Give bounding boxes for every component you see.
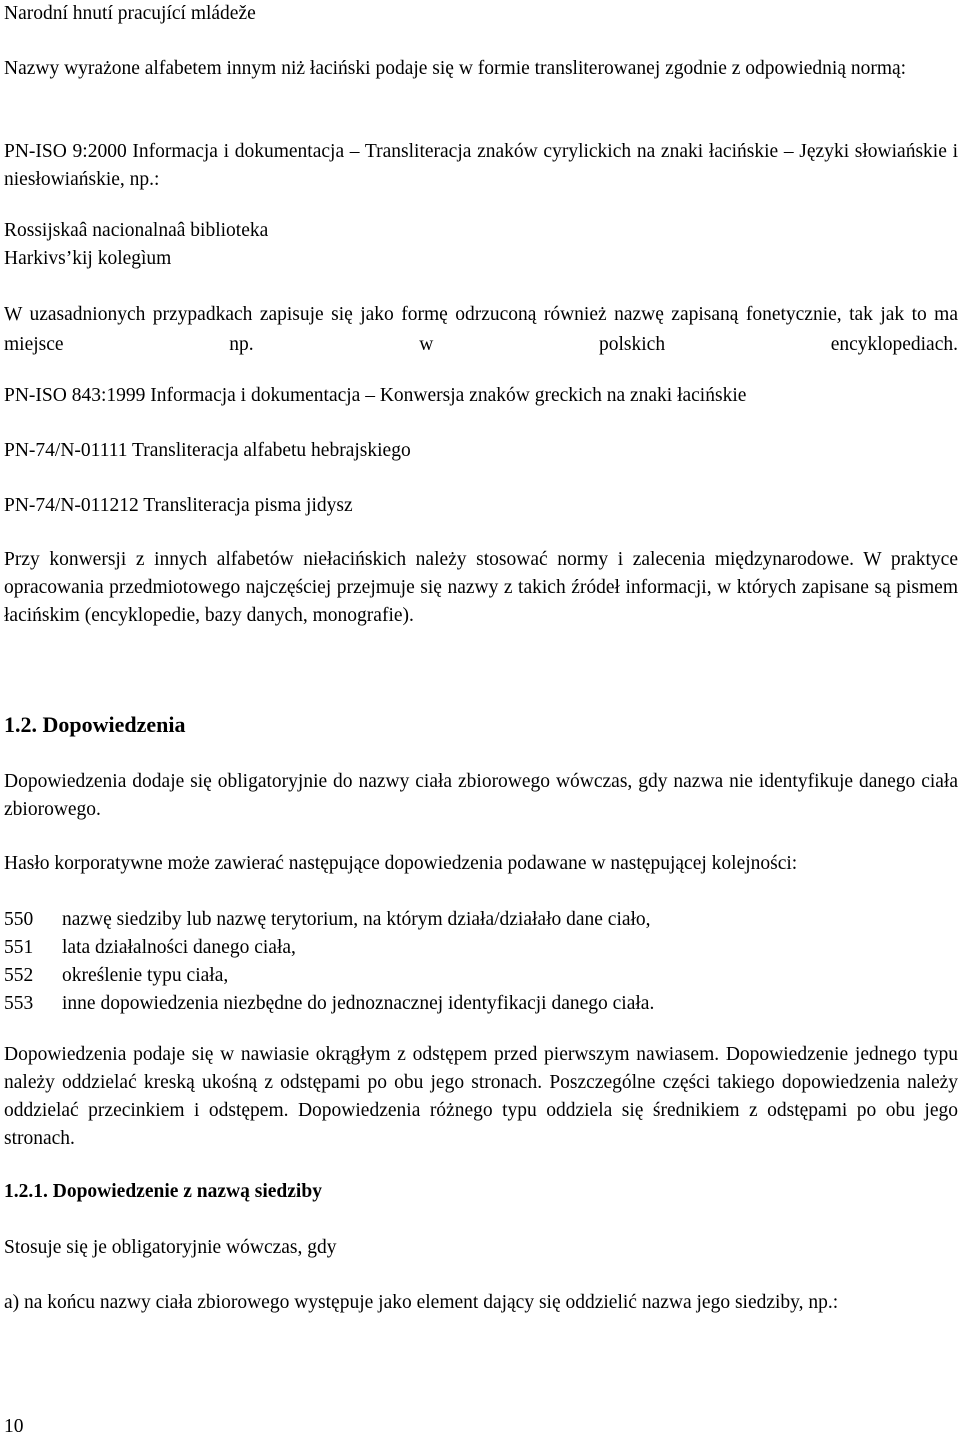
field-code: 551 [4, 937, 34, 958]
paragraph-pn-74-011212: PN-74/N-011212 Transliteracja pisma jidysz [4, 495, 353, 516]
paragraph-phonetic-form [4, 300, 958, 360]
paragraph-transliteration-intro: Nazwy wyrażone alfabetem innym niż łaciński podaje się w formie transliterowanej zgodnie z odpowiednią normą: [4, 58, 907, 79]
field-description: lata działalności danego ciała, [62, 937, 296, 958]
field-list-item [4, 906, 958, 934]
example-list [4, 217, 958, 273]
page-number: 10 [4, 1416, 24, 1437]
paragraph-conversion: Przy konwersji z innych alfabetów niełacińskich należy stosować normy i zalecenia międzynarodowe. W praktyce opracowania przedmiotowego najczęściej przejmuje się nazwy z takich źródeł informacji, w których zapisane są pismem łacińskim (encyklopedie, bazy danych, monografie). [4, 549, 958, 626]
field-list-item [4, 934, 958, 962]
paragraph-haslo-korporatywne: Hasło korporatywne może zawierać następujące dopowiedzenia podawane w następującej kolejności: [4, 853, 798, 874]
field-list [4, 906, 958, 1018]
field-list-item [4, 990, 958, 1018]
paragraph-obligatoryjnie: Stosuje się je obligatoryjnie wówczas, gdy [4, 1237, 337, 1258]
field-description: nazwę siedziby lub nazwę terytorium, na którym działa/działało dane ciało, [62, 909, 651, 930]
page-header: Narodní hnutí pracující mládeže [4, 3, 256, 24]
paragraph-nawias: Dopowiedzenia podaje się w nawiasie okrągłym z odstępem przed pierwszym nawiasem. Dopowiedzenie jednego typu należy oddzielać kreską ukośną z odstępami po obu jego stronach. Poszczególne części takiego dopowiedzenia należy oddzielać przecinkiem i odstępem. Dopowiedzenia różnego typu oddziela się średnikiem z odstępami po obu jego stronach. [4, 1044, 958, 1149]
paragraph-siedziba: a) na końcu nazwy ciała zbiorowego występuje jako element dający się oddzielić nazwa jego siedziby, np.: [4, 1292, 839, 1313]
paragraph-phonetic-form-text: W uzasadnionych przypadkach zapisuje się jako formę odrzuconą również nazwę zapisaną fonetycznie, tak jak to ma miejsce np. w polskich encyklopediach. [4, 304, 958, 355]
field-description: określenie typu ciała, [62, 965, 229, 986]
field-code: 552 [4, 965, 34, 986]
field-list-item [4, 962, 958, 990]
paragraph-pn-iso-843: PN-ISO 843:1999 Informacja i dokumentacja – Konwersja znaków greckich na znaki łacińskie [4, 385, 747, 406]
example-item: Harkivs’kij kolegìum [4, 248, 172, 269]
field-code: 553 [4, 993, 34, 1014]
paragraph-pn-74-01111: PN-74/N-01111 Transliteracja alfabetu hebrajskiego [4, 440, 411, 461]
field-code: 550 [4, 909, 34, 930]
section-heading-1-2-1: 1.2.1. Dopowiedzenie z nazwą siedziby [4, 1181, 322, 1202]
paragraph-dopowiedzenia-intro: Dopowiedzenia dodaje się obligatoryjnie do nazwy ciała zbiorowego wówczas, gdy nazwa nie identyfikuje danego ciała zbiorowego. [4, 771, 958, 820]
section-heading-1-2: 1.2. Dopowiedzenia [4, 712, 186, 737]
field-description: inne dopowiedzenia niezbędne do jednoznacznej identyfikacji danego ciała. [62, 993, 655, 1014]
example-item: Rossijskaâ nacionalnaâ biblioteka [4, 220, 269, 241]
paragraph-pn-iso-9: PN-ISO 9:2000 Informacja i dokumentacja – Transliteracja znaków cyrylickich na znaki łacińskie – Języki słowiańskie i niesłowiańskie, np.: [4, 141, 958, 190]
